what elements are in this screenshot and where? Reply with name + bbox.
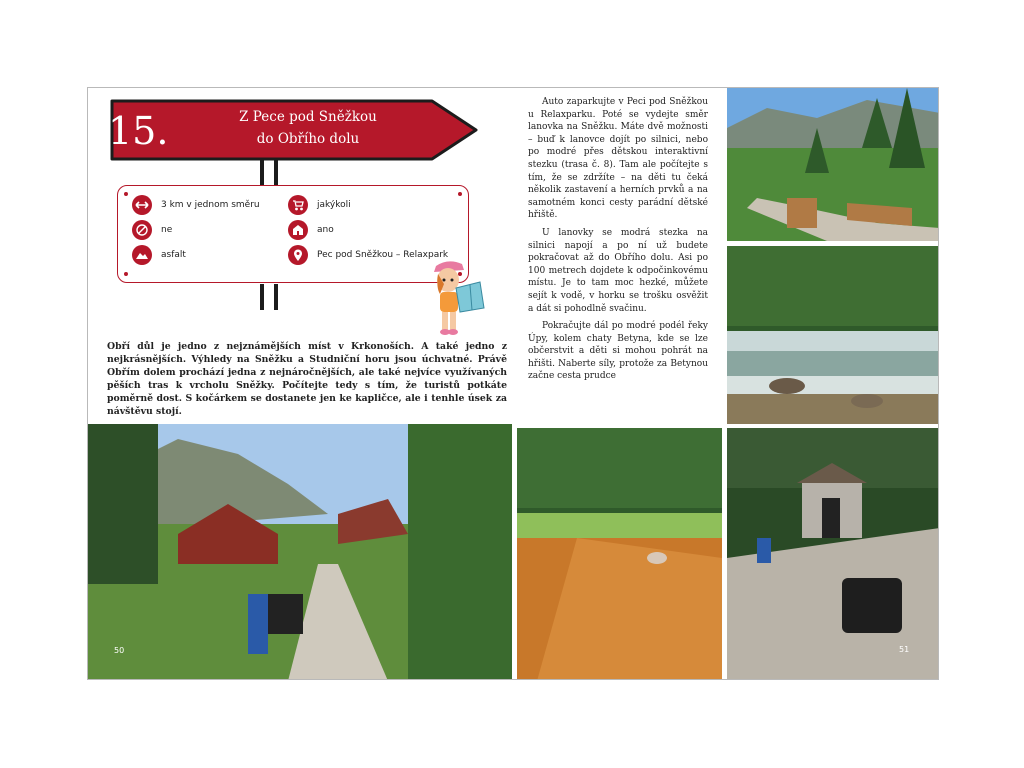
signpost-pole-left-lower	[260, 284, 264, 310]
page-number-right: 51	[899, 645, 910, 654]
location-pin-icon	[288, 245, 308, 265]
route-title: Z Pece pod Sněžkou do Obřího dolu	[239, 109, 377, 147]
info-start: Pec pod Sněžkou – Relaxpark	[288, 244, 448, 266]
info-surface: asfalt	[132, 244, 186, 266]
article-column	[528, 96, 708, 420]
toilet-icon	[288, 220, 308, 240]
stroller-icon	[288, 195, 308, 215]
intro-paragraph: Obří důl je jedno z nejznámějších míst v Krkonoších. A také jedno z nejkrásnějších. Výhledy na Sněžku a Studniční horu jsou úchvatné. Právě Obřím dolem prochází jedna z nejnáročnějších, ale také nejvíce využívaných pěších tras k vrcholu Sněžky. Počítejte tedy s tím, že turistů potkáte poměrně dost. S kočárkem se dostanete jen ke kapličce, ale i tenhle úsek za návštěvu stojí.	[107, 341, 507, 417]
info-stroller: jakýkoli	[288, 194, 351, 216]
no-dog-icon	[132, 220, 152, 240]
photo-valley-road	[88, 424, 512, 680]
article-paragraph: Pokračujte dál po modré podél řeky Úpy, kolem chaty Betyna, kde se lze občerstvit a děti si mohou pohrát na hřišti. Naberte síly, protože za Betynou začne cesta prudce	[528, 321, 708, 382]
route-info-box	[117, 185, 469, 283]
photo-river-cascade	[727, 246, 939, 424]
terrain-icon	[132, 245, 152, 265]
signpost-pole-right-lower	[274, 284, 278, 310]
book-spread	[87, 87, 939, 680]
info-distance: 3 km v jednom směru	[132, 194, 260, 216]
info-toilet: ano	[288, 219, 334, 241]
route-number: 15.	[108, 109, 169, 153]
article-paragraph: U lanovky se modrá stezka na silnici napojí a po ní už budete pokračovat až do Obřího dolu. Asi po 100 metrech dojdete k odpočinkovému místu. Je to tam moc hezké, můžete sejít k vodě, v horku se trošku osvěžit a dát si pohodlně svačinu.	[528, 227, 708, 314]
distance-icon	[132, 195, 152, 215]
article-paragraph: Auto zaparkujte v Peci pod Sněžkou u Relaxparku. Poté se vydejte směr lanovka na Sněžku. Máte dvě možnosti – buď k lanovce dojít po silnici, nebo po modré přes dětskou interaktivní stezku (trasa č. 8). Tam ale počítejte s tím, že se zdržíte – na děti tu čeká několik zastavení a herních prvků a na samotném konci cesty parádní dětské hřiště.	[528, 97, 708, 221]
info-dogs: ne	[132, 219, 172, 241]
mascot-illustration	[428, 258, 490, 338]
photo-chapel	[727, 428, 939, 680]
photo-stream	[517, 428, 722, 680]
signpost-pole-left	[260, 158, 264, 186]
signpost-pole-right	[274, 158, 278, 186]
photo-forest-bridge	[727, 88, 939, 241]
page-number-left: 50	[114, 646, 125, 655]
